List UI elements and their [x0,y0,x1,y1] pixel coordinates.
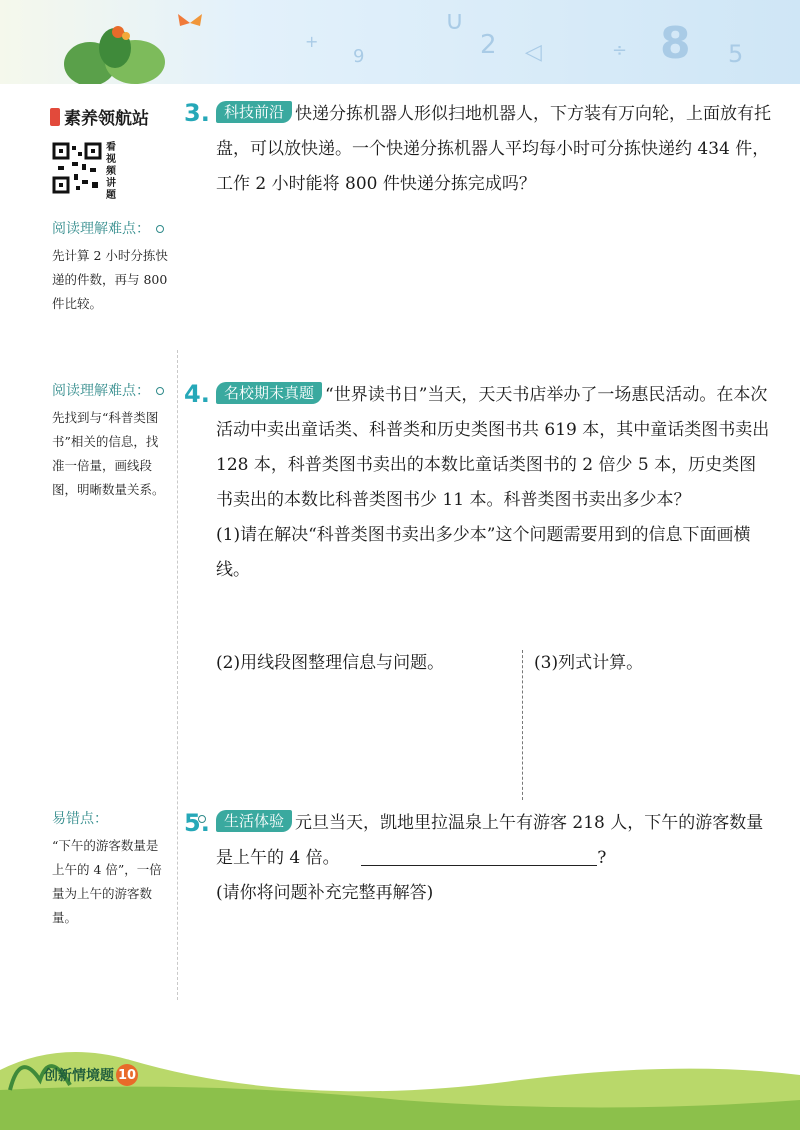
question-5 [216,806,772,911]
question-end: ? [597,848,607,868]
question-tag: 科技前沿 [216,101,292,123]
answer-divider [522,650,523,800]
question-4 [216,378,772,588]
question-text: 元旦当天，凯地里拉温泉上午有游客 218 人，下午的游客数量是上午的 4 倍。 [216,813,764,868]
qr-label: 看视频讲题 [106,142,116,201]
deco-symbol: 5 [728,40,744,68]
question-number: 4. [184,380,210,408]
question-3 [216,97,772,202]
question-number: 5. [184,809,210,837]
footer-label: 创新情境题 [44,1068,114,1084]
qr-code[interactable] [52,142,102,194]
dot-icon [156,225,164,233]
footer-badge [44,1064,138,1086]
sidebar-title-text: 素养领航站 [64,109,149,129]
deco-symbol: + [305,32,319,51]
sidebar-title [50,104,149,129]
answer-blank[interactable] [361,851,597,866]
deco-symbol: ÷ [612,40,628,61]
butterfly-icon [176,12,204,34]
note-head-text: 阅读理解难点： [52,221,150,237]
deco-symbol: 2 [480,30,497,60]
deco-symbol: 9 [353,46,365,67]
note-head-text: 易错点： [52,811,108,827]
deco-symbol: ◁ [525,40,542,65]
sub-question-2: (2)用线段图整理信息与问题。 [216,653,445,673]
note-body: 先找到与“科普类图书”相关的信息，找准一倍量，画线段图，明晰数量关系。 [52,410,165,497]
note-body: “下午的游客数量是上午的 4 倍”，一倍量为上午的游客数量。 [52,838,162,925]
question-text: 快递分拣机器人形似扫地机器人，下方装有万向轮，上面放有托盘，可以放快递。一个快递分拣机器人平均每小时可分拣快递约 434 件，工作 2 小时能将 800 件快递分拣完成吗？ [216,104,772,194]
plant-illustration [60,14,170,84]
sub-question-3: (3)列式计算。 [534,653,644,673]
question-tag: 生活体验 [216,810,292,832]
note-head [52,380,164,400]
note-head-text: 阅读理解难点： [52,383,150,399]
deco-symbol: 8 [660,18,691,69]
deco-symbol: ∪ [445,6,465,36]
note-body: 先计算 2 小时分拣快递的件数，再与 800 件比较。 [52,248,168,311]
note-head [52,808,206,828]
question-hint: (请你将问题补充完整再解答) [216,883,434,903]
question-text: “世界读书日”当天，天天书店举办了一场惠民活动。在本次活动中卖出童话类、科普类和历史类图书共 619 本，其中童话类图书卖出 128 本，科普类图书卖出的本数比童话类图书的 2 倍少 5 本，历史类图书卖出的本数比科普类图书少 11 本。科普类图书卖出多少本？ [216,385,770,510]
sidebar-divider [177,350,178,1000]
sub-question-1: (1)请在解决“科普类图书卖出多少本”这个问题需要用到的信息下面画横线。 [216,525,751,580]
lighthouse-icon [50,108,60,126]
dot-icon [156,387,164,395]
question-number: 3. [184,99,210,127]
top-banner [0,0,800,84]
question-tag: 名校期末真题 [216,382,322,404]
page-number: 10 [116,1064,138,1086]
note-head [52,218,164,238]
